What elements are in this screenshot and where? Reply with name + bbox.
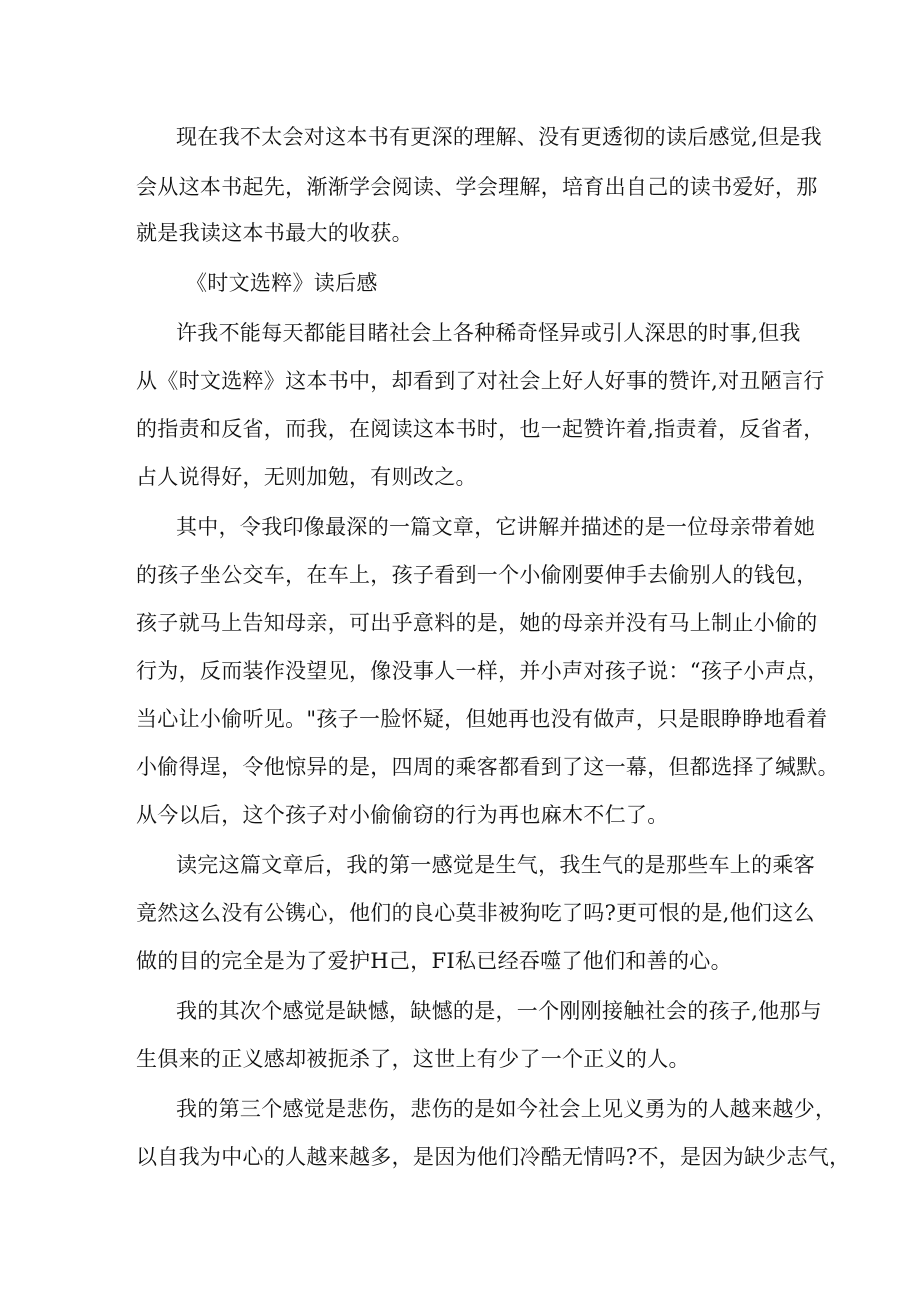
paragraph-4-line-1: 读完这篇文章后，我的第一感觉是生气，我生气的是那些车上的乘客 bbox=[176, 853, 815, 877]
paragraph-2-line-4: 占人说得好，无则加勉，有则改之。 bbox=[136, 465, 477, 489]
paragraph-3-line-7: 从今以后，这个孩子对小偷偷窃的行为再也麻木不仁了。 bbox=[136, 803, 669, 827]
paragraph-5-line-1: 我的其次个感觉是缺憾，缺憾的是，一个刚刚接触社会的孩子,他那与 bbox=[176, 999, 822, 1023]
paragraph-3-line-3: 孩子就马上告知母亲，可出乎意料的是，她的母亲并没有马上制止小偷的 bbox=[136, 611, 818, 635]
paragraph-1-line-1: 现在我不太会对这本书有更深的理解、没有更透彻的读后感觉,但是我 bbox=[176, 125, 822, 149]
paragraph-3-line-1: 其中，令我印像最深的一篇文章，它讲解并描述的是一位母亲带着她 bbox=[176, 515, 815, 539]
paragraph-6-line-2: 以自我为中心的人越来越多，是因为他们冷酷无情吗?不，是因为缺少志气， bbox=[136, 1145, 851, 1169]
paragraph-1-line-2: 会从这本书起先，渐渐学会阅读、学会理解，培育出自己的读书爱好，那 bbox=[136, 175, 818, 199]
section-title: 《时文选粹》读后感 bbox=[186, 271, 378, 295]
paragraph-5-line-2: 生俱来的正义感却被扼杀了，这世上有少了一个正义的人。 bbox=[136, 1047, 690, 1071]
paragraph-4-line-2: 竟然这么没有公镌心，他们的良心莫非被狗吃了吗?更可恨的是,他们这么 bbox=[136, 901, 815, 925]
paragraph-2-line-1: 许我不能每天都能目睹社会上各种稀奇怪异或引人深思的时事,但我 bbox=[176, 321, 801, 345]
paragraph-2-line-2: 从《时文选粹》这本书中，却看到了对社会上好人好事的赞许,对丑陋言行 bbox=[136, 369, 825, 393]
paragraph-3-line-2: 的孩子坐公交车，在车上，孩子看到一个小偷刚要伸手去偷别人的钱包， bbox=[136, 563, 818, 587]
paragraph-3-line-6: 小偷得逞，令他惊异的是，四周的乘客都看到了这一幕，但都选择了缄默。 bbox=[136, 755, 839, 779]
paragraph-4-line-3: 做的目的完全是为了爱护H己，FI私已经吞噬了他们和善的心。 bbox=[136, 949, 732, 973]
paragraph-3-line-5: 当心让小偷听见。"孩子一脸怀疑，但她再也没有做声，只是眼睁睁地看着 bbox=[136, 707, 828, 731]
paragraph-3-line-4: 行为，反而装作没望见，像没事人一样，并小声对孩子说：“孩子小声点， bbox=[136, 659, 829, 683]
paragraph-6-line-1: 我的第三个感觉是悲伤，悲伤的是如今社会上见义勇为的人越来越少， bbox=[176, 1097, 837, 1121]
paragraph-2-line-3: 的指责和反省，而我，在阅读这本书时，也一起赞许着,指责着，反省者， bbox=[136, 417, 825, 441]
paragraph-1-line-3: 就是我读这本书最大的收获。 bbox=[136, 221, 413, 245]
